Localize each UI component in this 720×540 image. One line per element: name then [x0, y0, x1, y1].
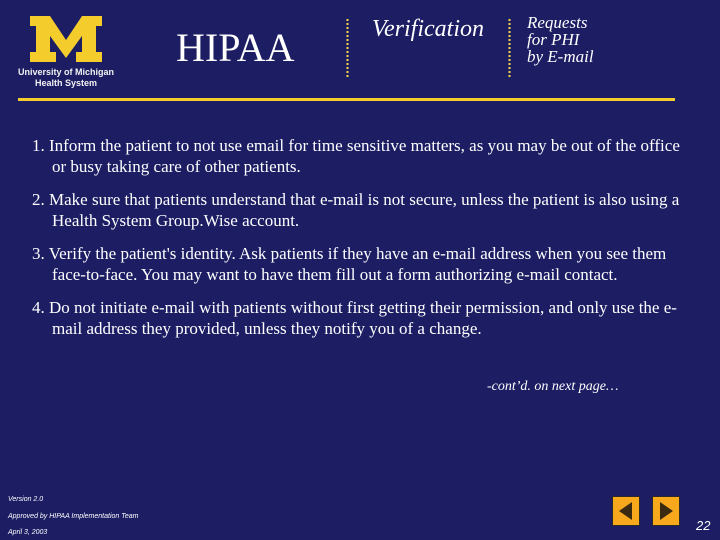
triangle-left-icon [613, 497, 639, 525]
list-item: 2. Make sure that patients understand that e-mail is not secure, unless the patient is also using a Health System Group.Wise account. [32, 190, 680, 230]
dotted-divider [508, 18, 511, 78]
previous-slide-button[interactable] [612, 496, 640, 526]
page-title: HIPAA [176, 25, 295, 70]
triangle-right-icon [653, 497, 679, 525]
header-rule [18, 98, 675, 101]
tab-label-line: by E-mail [527, 47, 594, 66]
list-item: 1. Inform the patient to not use email for time sensitive matters, as you may be out of the office or busy taking care of other patients. [32, 136, 680, 176]
list-item: 4. Do not initiate e-mail with patients without first getting their permission, and only use the e-mail address they provided, unless they notify you of a change. [32, 298, 677, 338]
next-slide-button[interactable] [652, 496, 680, 526]
page-number: 22 [696, 518, 711, 533]
um-health-system-logo [16, 14, 116, 94]
continued-note: -cont’d. on next page… [487, 379, 619, 394]
block-m-logo-icon [26, 14, 106, 64]
guideline-list [32, 135, 697, 351]
dotted-divider [346, 18, 349, 78]
logo-wordmark-line1: University of Michigan [17, 67, 115, 77]
version-label: Version 2.0 [8, 496, 44, 503]
section-tab-requests-phi[interactable] [527, 14, 594, 65]
approval-label: Approved by HIPAA Implementation Team [8, 513, 139, 520]
section-tab-verification[interactable]: Verification [372, 16, 484, 42]
tab-label-line: Requests [527, 13, 588, 32]
tab-label-line: for PHI [527, 30, 580, 49]
date-label: April 3, 2003 [8, 529, 48, 536]
list-item: 3. Verify the patient's identity. Ask patients if they have an e-mail address when you see them face-to-face. You may want to have them fill out a form authorizing e-mail contact. [32, 244, 667, 284]
logo-wordmark-line2: Health System [34, 78, 98, 88]
